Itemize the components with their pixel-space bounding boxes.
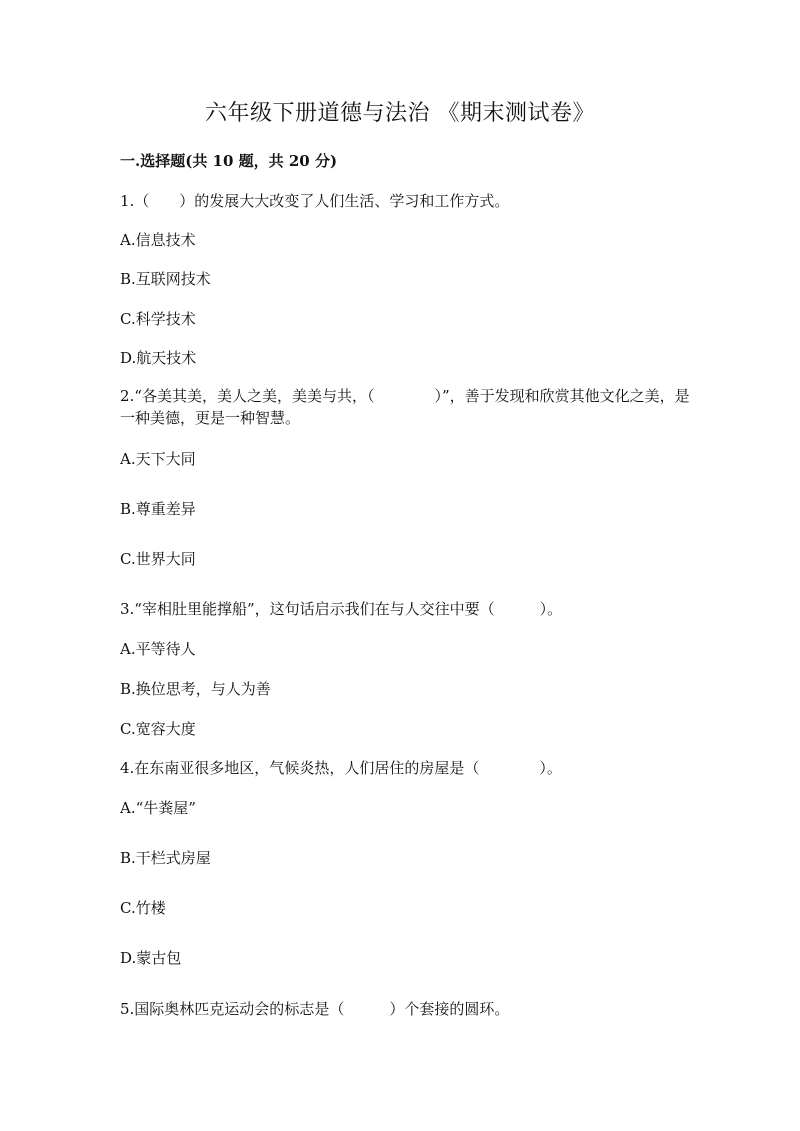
question-2-stem: 2.“各美其美，美人之美，美美与共，（ ）”，善于发现和欣赏其他文化之美，是一种美德，更是一种智慧。 (120, 387, 690, 427)
question-3-option-a: A.平等待人 (120, 640, 196, 658)
question-1-option-b: B.互联网技术 (120, 270, 211, 288)
question-3-stem: 3.“宰相肚里能撑船”，这句话启示我们在与人交往中要（ ）。 (120, 600, 563, 618)
question-4-option-c: C.竹楼 (120, 899, 166, 917)
question-1-stem: 1.（ ）的发展大大改变了人们生活、学习和工作方式。 (120, 192, 510, 210)
question-3-option-b: B.换位思考，与人为善 (120, 680, 271, 698)
question-1-option-a: A.信息技术 (120, 231, 196, 249)
question-2-option-b: B.尊重差异 (120, 500, 196, 518)
question-4-option-a: A.“牛粪屋” (120, 799, 196, 817)
page-title: 六年级下册道德与法治 《期末测试卷》 (205, 101, 595, 126)
question-4-stem: 4.在东南亚很多地区，气候炎热，人们居住的房屋是（ ）。 (120, 759, 562, 777)
question-2-option-a: A.天下大同 (120, 450, 196, 468)
question-1-option-d: D.航天技术 (120, 349, 197, 367)
section-heading: 一.选择题(共 10 题，共 20 分) (120, 152, 338, 170)
question-4-option-b: B.干栏式房屋 (120, 849, 211, 867)
question-1-option-c: C.科学技术 (120, 310, 196, 328)
question-2-option-c: C.世界大同 (120, 550, 196, 568)
question-5-stem: 5.国际奥林匹克运动会的标志是（ ）个套接的圆环。 (120, 1000, 510, 1018)
question-3-option-c: C.宽容大度 (120, 720, 196, 738)
question-4-option-d: D.蒙古包 (120, 949, 182, 967)
